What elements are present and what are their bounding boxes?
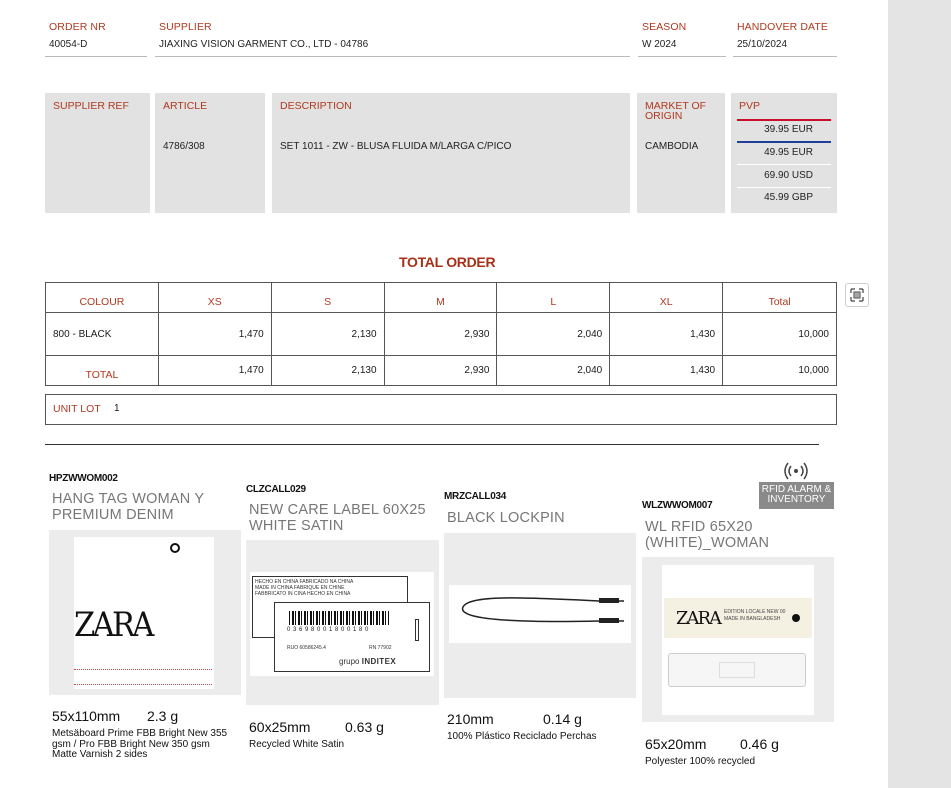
article-value: 4786/308 (163, 141, 205, 152)
product-material-1 (52, 729, 227, 761)
origin-box (637, 93, 725, 213)
product-dims-2: 60x25mm (249, 719, 311, 735)
product-title-4 (645, 519, 769, 551)
rfid-tag-area (662, 565, 814, 715)
origin-value: CAMBODIA (645, 141, 699, 152)
pvp-eur-line (737, 119, 831, 121)
product-title-1-line1: HANG TAG WOMAN Y (52, 491, 205, 507)
barcode-digits: 0 3 6 9 8 0 0 1 8 0 0 1 8 0 (287, 627, 369, 633)
product-dims-1: 55x110mm (52, 708, 121, 724)
hang-tag-price-strip (74, 669, 212, 685)
care-label-ref: RUO 60586245.4 (287, 645, 326, 651)
care-label-rn: RN 77902 (369, 645, 392, 651)
unit-lot-label: UNIT LOT (53, 403, 101, 415)
unit-lot-box (45, 394, 837, 425)
handover-value: 25/10/2024 (737, 39, 788, 50)
inditex-logo (339, 657, 396, 666)
product-title-2-line1: NEW CARE LABEL 60X25 (249, 502, 426, 518)
total-s: 2,130 (271, 356, 384, 386)
total-row (46, 356, 837, 386)
description-label: DESCRIPTION (280, 100, 352, 112)
product-image-2 (246, 540, 439, 705)
product-code-2: CLZCALL029 (246, 484, 306, 495)
product-material-1-line3: Matte Varnish 2 sides (52, 749, 148, 760)
cell-total: 10,000 (723, 313, 837, 356)
rfid-inlay (668, 653, 806, 687)
product-dims-3: 210mm (447, 711, 494, 727)
pvp-price-4: 45.99 GBP (764, 192, 813, 203)
total-label: TOTAL (46, 356, 159, 386)
care-label-front (274, 602, 430, 672)
scan-table-button[interactable] (845, 283, 869, 307)
lockpin-icon (449, 585, 631, 643)
supplier-underline (155, 56, 630, 57)
pvp-box (731, 93, 837, 213)
product-dims-4: 65x20mm (645, 736, 707, 752)
season-underline (638, 56, 726, 57)
product-material-1-line2: gsm / Pro FBB Bright New 350 gsm (52, 738, 210, 750)
rfid-signal-icon (783, 462, 809, 480)
col-m: M (384, 283, 497, 313)
care-label-area (250, 572, 434, 676)
rfid-zara-logo: ZARA (676, 608, 721, 629)
pvp-second-line (737, 141, 831, 143)
rfid-tag-label (664, 598, 812, 638)
total-l: 2,040 (497, 356, 610, 386)
product-title-2-line2: WHITE SATIN (249, 518, 344, 534)
care-label-line-3: FABBRICATO IN CINA HECHO EN CHINA (255, 591, 351, 597)
supplier-value: JIAXING VISION GARMENT CO., LTD - 04786 (159, 39, 369, 50)
care-label-slot (415, 619, 419, 641)
product-title-1-line2: PREMIUM DENIM (52, 507, 174, 523)
order-table (45, 282, 837, 386)
order-table-header (46, 283, 837, 313)
season-label: SEASON (642, 21, 687, 33)
unit-lot-value: 1 (114, 403, 120, 414)
order-nr-label: ORDER NR (49, 21, 106, 33)
product-weight-2: 0.63 g (345, 719, 384, 735)
cell-s: 2,130 (271, 313, 384, 356)
rfid-tag-hole-icon (792, 614, 800, 622)
order-nr-value: 40054-D (49, 39, 88, 50)
cell-m: 2,930 (384, 313, 497, 356)
care-label-line-2: MADE IN CHINA FABRIQUE EN CHINE (255, 585, 345, 591)
rfid-tag-text-line1: EDITION LOCALE NEW 00 (724, 609, 786, 615)
scroll-gutter (888, 0, 951, 788)
product-material-4: Polyester 100% recycled (645, 756, 756, 767)
product-image-3 (444, 533, 636, 698)
origin-label-line2: ORIGIN (645, 110, 683, 122)
origin-label-line1: MARKET OF (645, 100, 707, 112)
zara-logo: ZARA (74, 605, 152, 645)
pvp-price-3: 69.90 USD (764, 170, 813, 181)
product-code-1: HPZWWOM002 (49, 473, 118, 484)
rfid-tag-text-line2: MADE IN BANGLADESH (724, 616, 781, 622)
inditex-logo-brand: INDITEX (361, 657, 397, 666)
product-material-3: 100% Plástico Reciclado Perchas (447, 731, 597, 742)
col-total: Total (723, 283, 837, 313)
hang-tag-card (74, 537, 214, 689)
product-weight-1: 2.3 g (147, 708, 179, 724)
table-row (46, 313, 837, 356)
inditex-logo-grupo: grupo (339, 657, 360, 666)
rfid-tag-text (724, 609, 785, 623)
article-box (155, 93, 265, 213)
product-material-2: Recycled White Satin (249, 739, 345, 750)
hang-tag-hole-icon (170, 543, 180, 553)
col-xs: XS (158, 283, 271, 313)
rfid-badge-line1: RFID ALARM & (761, 484, 832, 495)
order-nr-underline (45, 56, 147, 57)
handover-label: HANDOVER DATE (737, 21, 828, 33)
origin-label (645, 101, 706, 121)
product-title-4-line2: (WHITE)_WOMAN (645, 535, 770, 551)
total-m: 2,930 (384, 356, 497, 386)
pvp-price-1: 39.95 EUR (764, 124, 813, 135)
article-label: ARTICLE (163, 100, 208, 112)
supplier-label: SUPPLIER (159, 21, 212, 33)
cell-colour: 800 - BLACK (46, 313, 159, 356)
cell-xl: 1,430 (610, 313, 723, 356)
col-s: S (271, 283, 384, 313)
pvp-divider-1 (737, 164, 831, 165)
description-value: SET 1011 - ZW - BLUSA FLUIDA M/LARGA C/PICO (280, 141, 512, 152)
barcode (289, 611, 389, 625)
product-weight-3: 0.14 g (543, 711, 582, 727)
care-label-line-1: HECHO EN CHINA FABRICADO NA CHINA (255, 579, 354, 585)
pvp-price-2: 49.95 EUR (764, 147, 813, 158)
total-xs: 1,470 (158, 356, 271, 386)
col-l: L (497, 283, 610, 313)
pvp-divider-2 (737, 187, 831, 188)
total-total: 10,000 (723, 356, 837, 386)
rfid-badge-line2: INVENTORY (767, 494, 826, 505)
supplier-ref-box (45, 93, 150, 213)
product-image-1 (49, 530, 241, 695)
lockpin-area (449, 585, 631, 643)
total-order-title: TOTAL ORDER (399, 254, 496, 270)
product-title-2 (249, 502, 426, 534)
col-xl: XL (610, 283, 723, 313)
product-material-1-line1: Metsäboard Prime FBB Bright New 355 (52, 728, 228, 739)
product-weight-4: 0.46 g (740, 736, 779, 752)
pvp-label: PVP (739, 100, 761, 112)
product-title-4-line1: WL RFID 65X20 (645, 519, 753, 535)
rfid-alarm-badge (759, 482, 834, 509)
handover-underline (733, 56, 837, 57)
section-divider (45, 444, 819, 445)
cell-xs: 1,470 (158, 313, 271, 356)
cell-l: 2,040 (497, 313, 610, 356)
product-code-3: MRZCALL034 (444, 491, 507, 502)
supplier-ref-label: SUPPLIER REF (53, 100, 129, 112)
col-colour: COLOUR (46, 283, 159, 313)
product-code-4: WLZWWOM007 (642, 500, 713, 511)
product-title-1 (52, 491, 204, 523)
description-box (272, 93, 630, 213)
rfid-chip-icon (719, 662, 755, 678)
total-xl: 1,430 (610, 356, 723, 386)
scan-table-icon (846, 284, 868, 306)
season-value: W 2024 (642, 39, 677, 50)
product-image-4 (642, 557, 834, 722)
product-title-3: BLACK LOCKPIN (447, 510, 565, 526)
